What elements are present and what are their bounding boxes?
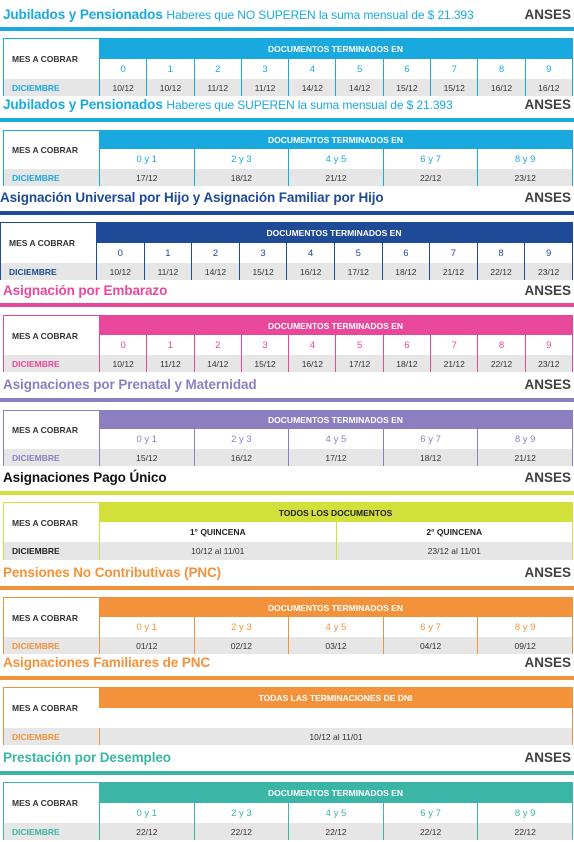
document-ending-cell: 0 y 1 (99, 803, 194, 823)
mes-value: DICIEMBRE (4, 728, 99, 745)
section-familiares-pnc (0, 655, 574, 742)
mes-value: DICIEMBRE (4, 637, 99, 654)
document-ending-cell: 4 (286, 243, 334, 263)
date-cell: 14/12 (288, 79, 335, 96)
schedule-table (3, 315, 573, 372)
date-cell: 22/12 (477, 823, 572, 840)
document-ending-cell: 2 y 3 (194, 429, 289, 449)
document-ending-cell: 1 (146, 59, 193, 79)
schedule-table (3, 782, 573, 840)
document-ending-cell: 1 (144, 243, 192, 263)
section-title: Asignaciones Familiares de PNC (3, 655, 211, 670)
divider (0, 27, 574, 31)
mes-label: MES A COBRAR (12, 330, 78, 341)
section-title: Asignación por Embarazo (3, 283, 168, 298)
date-cell: 16/12 (194, 449, 289, 466)
document-ending-cell: 3 (239, 243, 287, 263)
date-cell: 21/12 (477, 449, 572, 466)
anses-logo: ANSES (524, 470, 571, 485)
section-auh (0, 190, 574, 277)
schedule-table (3, 130, 573, 186)
document-ending-cell: 2 y 3 (194, 803, 289, 823)
document-ending-cell: 3 (241, 59, 288, 79)
document-ending-cell: 7 (430, 59, 477, 79)
mes-value: DICIEMBRE (4, 449, 99, 466)
document-ending-cell: 6 (382, 243, 430, 263)
document-ending-cell: 6 (383, 335, 430, 355)
date-cell: 15/12 (99, 449, 194, 466)
anses-logo: ANSES (524, 565, 571, 580)
section-jubilados-superen (0, 97, 574, 183)
title-text: Jubilados y Pensionados (3, 97, 163, 112)
subtitle: Haberes que NO SUPEREN la suma mensual de $ 21.393 (166, 8, 474, 22)
date-cell: 10/12 al 11/01 (99, 542, 336, 560)
section-title: Asignaciones Pago Único (3, 470, 167, 485)
schedule-table (3, 38, 573, 96)
anses-logo: ANSES (524, 283, 571, 298)
date-cell: 15/12 (383, 79, 430, 96)
mes-label: MES A COBRAR (12, 425, 78, 435)
document-ending-cell: 9 (525, 335, 572, 355)
divider (0, 303, 574, 307)
date-cell: 23/12 (477, 169, 572, 186)
date-cell: 21/12 (429, 263, 477, 280)
section-title (3, 97, 453, 112)
date-cell: 16/12 (288, 355, 335, 372)
date-cell: 03/12 (288, 637, 383, 654)
docs-header: DOCUMENTOS TERMINADOS EN (99, 131, 572, 149)
document-ending-cell: 8 y 9 (477, 617, 572, 637)
anses-logo: ANSES (524, 190, 571, 205)
document-ending-cell: 2 y 3 (194, 617, 289, 637)
date-cell: 22/12 (383, 823, 478, 840)
docs-header: DOCUMENTOS TERMINADOS EN (99, 783, 572, 803)
document-ending-cell: 6 y 7 (383, 149, 478, 169)
date-cell: 21/12 (288, 169, 383, 186)
section-pnc (0, 565, 574, 651)
divider (0, 211, 574, 215)
document-ending-cell: 8 y 9 (477, 149, 572, 169)
mes-label: MES A COBRAR (12, 145, 78, 155)
mes-label: MES A COBRAR (12, 612, 78, 623)
document-ending-cell: 0 y 1 (99, 149, 194, 169)
section-pago-unico (0, 470, 574, 556)
date-cell: 17/12 (334, 263, 382, 280)
date-cell: 15/12 (239, 263, 287, 280)
docs-header: DOCUMENTOS TERMINADOS EN (99, 39, 572, 59)
document-ending-cell: 5 (335, 335, 382, 355)
document-ending-cell: 2 (191, 243, 239, 263)
mes-value: DICIEMBRE (1, 263, 96, 280)
mes-label: MES A COBRAR (12, 703, 78, 713)
document-ending-cell: 2 y 3 (194, 149, 289, 169)
mes-label: MES A COBRAR (12, 798, 78, 808)
document-ending-cell: 6 (383, 59, 430, 79)
schedule-table (3, 687, 573, 745)
docs-header: DOCUMENTOS TERMINADOS EN (99, 316, 572, 335)
date-cell: 18/12 (382, 263, 430, 280)
date-cell: 18/12 (383, 355, 430, 372)
document-ending-cell: 8 (477, 243, 525, 263)
document-ending-cell: 0 (99, 59, 146, 79)
document-ending-cell: 7 (430, 335, 477, 355)
document-ending-cell: 5 (334, 243, 382, 263)
section-jubilados-no-superen (0, 7, 574, 93)
date-cell: 18/12 (194, 169, 289, 186)
section-desempleo (0, 750, 574, 837)
date-cell: 17/12 (335, 355, 382, 372)
date-cell: 21/12 (430, 355, 477, 372)
section-title: Asignación Universal por Hijo y Asignación Familiar por Hijo (0, 190, 384, 205)
document-ending-cell: 0 (96, 243, 144, 263)
date-cell: 22/12 (477, 355, 524, 372)
mes-value: DICIEMBRE (4, 355, 99, 372)
section-embarazo (0, 283, 574, 369)
date-cell: 22/12 (288, 823, 383, 840)
date-cell: 10/12 (99, 355, 146, 372)
document-ending-cell: 1° QUINCENA (99, 522, 336, 542)
schedule-table (3, 410, 573, 466)
date-cell: 17/12 (99, 169, 194, 186)
date-cell: 14/12 (191, 263, 239, 280)
document-ending-cell: 4 y 5 (288, 803, 383, 823)
schedule-table (3, 597, 573, 654)
date-cell: 23/12 (525, 355, 572, 372)
document-ending-cell: 2 (194, 335, 241, 355)
docs-header: DOCUMENTOS TERMINADOS EN (99, 598, 572, 617)
anses-logo: ANSES (524, 750, 571, 765)
document-ending-cell: 8 (477, 335, 524, 355)
anses-logo: ANSES (524, 97, 571, 112)
divider (0, 771, 574, 775)
document-ending-cell: 8 y 9 (477, 429, 572, 449)
schedule-table (3, 502, 573, 560)
document-ending-cell: 8 (477, 59, 524, 79)
date-cell: 02/12 (194, 637, 289, 654)
document-ending-cell: 3 (241, 335, 288, 355)
document-ending-cell: 9 (524, 243, 572, 263)
subtitle: Haberes que SUPEREN la suma mensual de $ 21.393 (166, 98, 453, 112)
date-cell: 16/12 (525, 79, 572, 96)
document-ending-cell: 0 (99, 335, 146, 355)
date-cell: 22/12 (194, 823, 289, 840)
document-ending-cell: 7 (429, 243, 477, 263)
date-cell: 11/12 (194, 79, 241, 96)
dni-header: TODAS LAS TERMINACIONES DE DNI (99, 688, 572, 708)
date-cell: 11/12 (144, 263, 192, 280)
section-prenatal (0, 377, 574, 463)
date-cell: 18/12 (383, 449, 478, 466)
date-cell: 14/12 (194, 355, 241, 372)
date-cell: 23/12 al 11/01 (336, 542, 573, 560)
date-cell: 14/12 (335, 79, 382, 96)
date-cell: 04/12 (383, 637, 478, 654)
document-ending-cell: 4 (288, 335, 335, 355)
document-ending-cell: 8 y 9 (477, 803, 572, 823)
date-cell: 09/12 (477, 637, 572, 654)
document-ending-cell: 0 y 1 (99, 429, 194, 449)
date-cell: 10/12 (96, 263, 144, 280)
document-ending-cell: 4 y 5 (288, 429, 383, 449)
date-cell: 22/12 (477, 263, 525, 280)
document-ending-cell: 9 (525, 59, 572, 79)
docs-header: DOCUMENTOS TERMINADOS EN (96, 223, 572, 243)
mes-label: MES A COBRAR (12, 54, 78, 64)
date-cell: 22/12 (383, 169, 478, 186)
mes-label: MES A COBRAR (9, 238, 75, 248)
divider (0, 491, 574, 495)
section-title (3, 7, 474, 22)
date-cell: 11/12 (146, 355, 193, 372)
document-ending-cell: 6 y 7 (383, 803, 478, 823)
document-ending-cell: 4 (288, 59, 335, 79)
date-cell: 10/12 (99, 79, 146, 96)
date-cell: 16/12 (477, 79, 524, 96)
date-cell: 15/12 (430, 79, 477, 96)
mes-label: MES A COBRAR (12, 517, 78, 528)
mes-value: DICIEMBRE (4, 169, 99, 186)
mes-value: DICIEMBRE (4, 542, 99, 560)
document-ending-cell: 5 (335, 59, 382, 79)
date-cell: 01/12 (99, 637, 194, 654)
document-ending-cell: 6 y 7 (383, 429, 478, 449)
date-cell: 11/12 (241, 79, 288, 96)
date-cell: 15/12 (241, 355, 288, 372)
document-ending-cell: 0 y 1 (99, 617, 194, 637)
divider (0, 676, 574, 680)
todos-header: TODOS LOS DOCUMENTOS (99, 503, 572, 522)
docs-header: DOCUMENTOS TERMINADOS EN (99, 411, 572, 429)
title-text: Jubilados y Pensionados (3, 7, 163, 22)
divider (0, 586, 574, 590)
document-ending-cell: 6 y 7 (383, 617, 478, 637)
section-title: Pensiones No Contributivas (PNC) (3, 565, 222, 580)
date-cell: 10/12 al 11/01 (99, 728, 572, 745)
document-ending-cell: 2° QUINCENA (336, 522, 573, 542)
schedule-table (0, 222, 573, 280)
document-ending-cell: 4 y 5 (288, 617, 383, 637)
date-cell: 17/12 (288, 449, 383, 466)
divider (0, 398, 574, 402)
date-cell: 23/12 (524, 263, 572, 280)
document-ending-cell: 4 y 5 (288, 149, 383, 169)
section-title: Asignaciones por Prenatal y Maternidad (3, 377, 257, 392)
divider (0, 118, 574, 122)
date-cell: 10/12 (146, 79, 193, 96)
section-title: Prestación por Desempleo (3, 750, 171, 765)
anses-logo: ANSES (524, 7, 571, 22)
document-ending-cell: 1 (146, 335, 193, 355)
anses-logo: ANSES (524, 655, 571, 670)
anses-logo: ANSES (524, 377, 571, 392)
mes-value: DICIEMBRE (4, 823, 99, 840)
date-cell: 22/12 (99, 823, 194, 840)
mes-value: DICIEMBRE (4, 79, 99, 96)
date-cell: 16/12 (286, 263, 334, 280)
document-ending-cell: 2 (194, 59, 241, 79)
